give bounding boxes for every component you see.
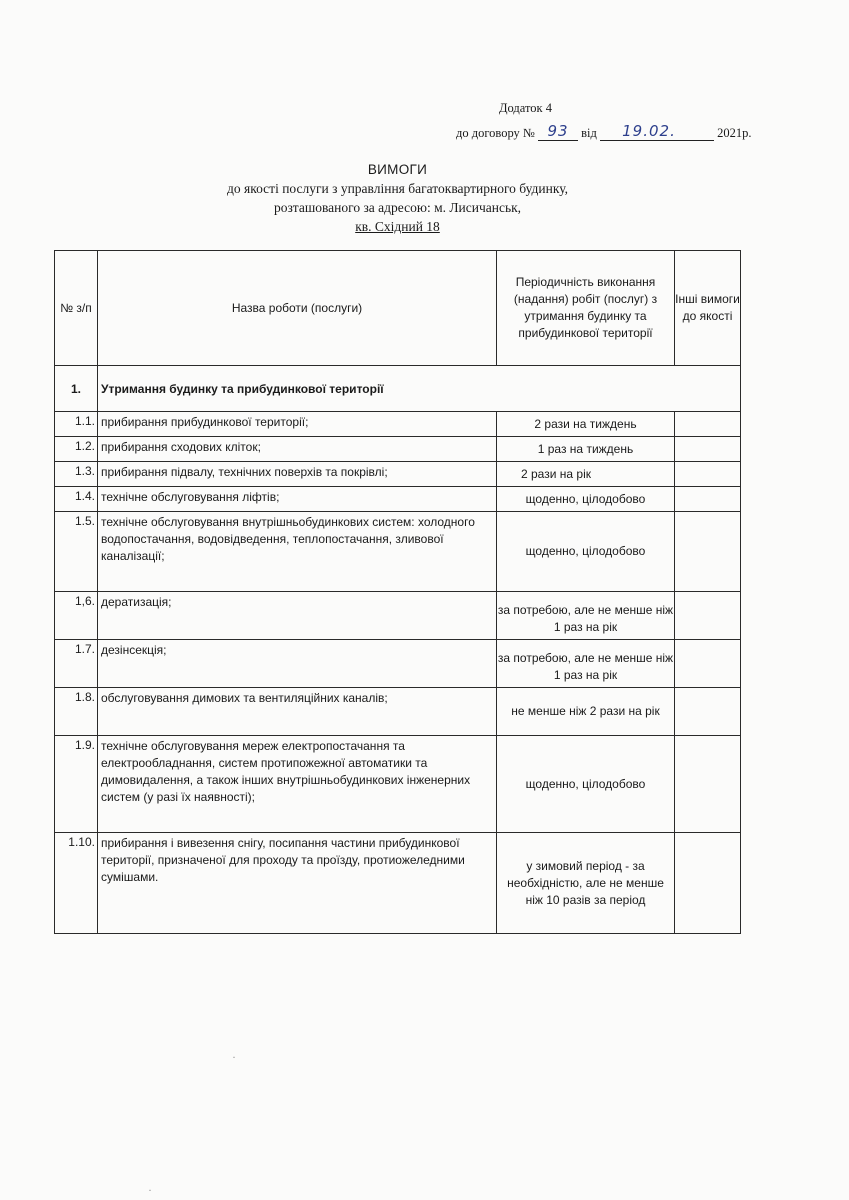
contract-date-prefix: від: [581, 126, 597, 140]
row-name: дезінсекція;: [98, 640, 497, 688]
row-other: [675, 512, 741, 592]
table-row: [55, 688, 741, 736]
row-num: 1.5.: [55, 512, 98, 592]
table-header-row: [55, 251, 741, 366]
title-line-1: до якості послуги з управління багатоквартирного будинку,: [227, 181, 568, 196]
table-row: [55, 462, 741, 487]
row-frequency: 1 раз на тиждень: [497, 437, 675, 462]
row-other: [675, 437, 741, 462]
scan-speck: ·: [232, 1050, 236, 1064]
row-num: 1.2.: [55, 437, 98, 462]
section-num: 1.: [55, 366, 98, 412]
contract-date-field: [600, 122, 698, 141]
title-heading: ВИМОГИ: [367, 162, 428, 177]
row-name: прибирання і вивезення снігу, посипання частини прибудинкової території, призначеної для проходу та проїзду, протиожеледними сумішами.: [98, 833, 497, 934]
row-name: прибирання підвалу, технічних поверхів та покрівлі;: [98, 462, 497, 487]
row-num: 1.10.: [55, 833, 98, 934]
row-frequency: щоденно, цілодобово: [497, 512, 675, 592]
row-name: технічне обслуговування внутрішньобудинкових систем: холодного водопостачання, водовідведення, теплопостачання, зливової каналізації;: [98, 512, 497, 592]
row-frequency: щоденно, цілодобово: [497, 487, 675, 512]
contract-number: 93: [547, 122, 569, 140]
row-name: технічне обслуговування ліфтів;: [98, 487, 497, 512]
row-other: [675, 833, 741, 934]
table-row: [55, 736, 741, 833]
row-name: технічне обслуговування мереж електропостачання та електрообладнання, систем протипожежної автоматики та димовидалення, а також інших внутрішньобудинкових інженерних систем (у разі їх наявності);: [98, 736, 497, 833]
row-num: 1,6.: [55, 592, 98, 640]
row-frequency: у зимовий період - за необхідністю, але не менше ніж 10 разів за період: [497, 833, 675, 934]
title-address: кв. Східний 18: [355, 219, 440, 234]
contract-number-field: [538, 122, 578, 141]
table-row: [55, 640, 741, 688]
row-name: обслуговування димових та вентиляційних каналів;: [98, 688, 497, 736]
row-other: [675, 592, 741, 640]
row-frequency: 2 рази на тиждень: [497, 412, 675, 437]
header-other: Інші вимоги до якості: [675, 251, 741, 366]
date-underline-tail: [698, 126, 714, 141]
row-num: 1.1.: [55, 412, 98, 437]
contract-date: 19.02.: [622, 122, 676, 140]
row-frequency: щоденно, цілодобово: [497, 736, 675, 833]
addendum-label: Додаток 4: [499, 101, 552, 115]
title-line-2: розташованого за адресою: м. Лисичанськ,: [273, 200, 522, 215]
row-frequency: за потребою, але не менше ніж 1 раз на рік: [497, 592, 675, 640]
row-num: 1.8.: [55, 688, 98, 736]
row-name: дератизація;: [98, 592, 497, 640]
contract-prefix: до договору №: [456, 126, 535, 140]
row-other: [675, 487, 741, 512]
row-frequency: за потребою, але не менше ніж 1 раз на рік: [497, 640, 675, 688]
row-frequency: 2 рази на рік: [497, 462, 675, 487]
row-name: прибирання сходових кліток;: [98, 437, 497, 462]
section-title: Утримання будинку та прибудинкової території: [98, 366, 741, 412]
table-row: [55, 487, 741, 512]
row-num: 1.3.: [55, 462, 98, 487]
row-num: 1.9.: [55, 736, 98, 833]
contract-year: 2021р.: [717, 126, 752, 140]
header-frequency: Періодичність виконання (надання) робіт (послуг) з утримання будинку та прибудинкової території: [497, 251, 675, 366]
row-other: [675, 462, 741, 487]
section-row: [55, 366, 741, 412]
row-other: [675, 736, 741, 833]
table-row: [55, 833, 741, 934]
table-row: [55, 512, 741, 592]
table-row: [55, 592, 741, 640]
contract-reference: [456, 122, 752, 141]
requirements-table: [54, 250, 741, 934]
table-row: [55, 437, 741, 462]
scan-speck: ·: [148, 1183, 152, 1197]
row-name: прибирання прибудинкової території;: [98, 412, 497, 437]
row-other: [675, 688, 741, 736]
row-frequency: не менше ніж 2 рази на рік: [497, 688, 675, 736]
document-title: [0, 160, 795, 236]
header-name: Назва роботи (послуги): [98, 251, 497, 366]
row-num: 1.7.: [55, 640, 98, 688]
row-other: [675, 640, 741, 688]
row-num: 1.4.: [55, 487, 98, 512]
row-other: [675, 412, 741, 437]
table-row: [55, 412, 741, 437]
header-num: № з/п: [55, 251, 98, 366]
